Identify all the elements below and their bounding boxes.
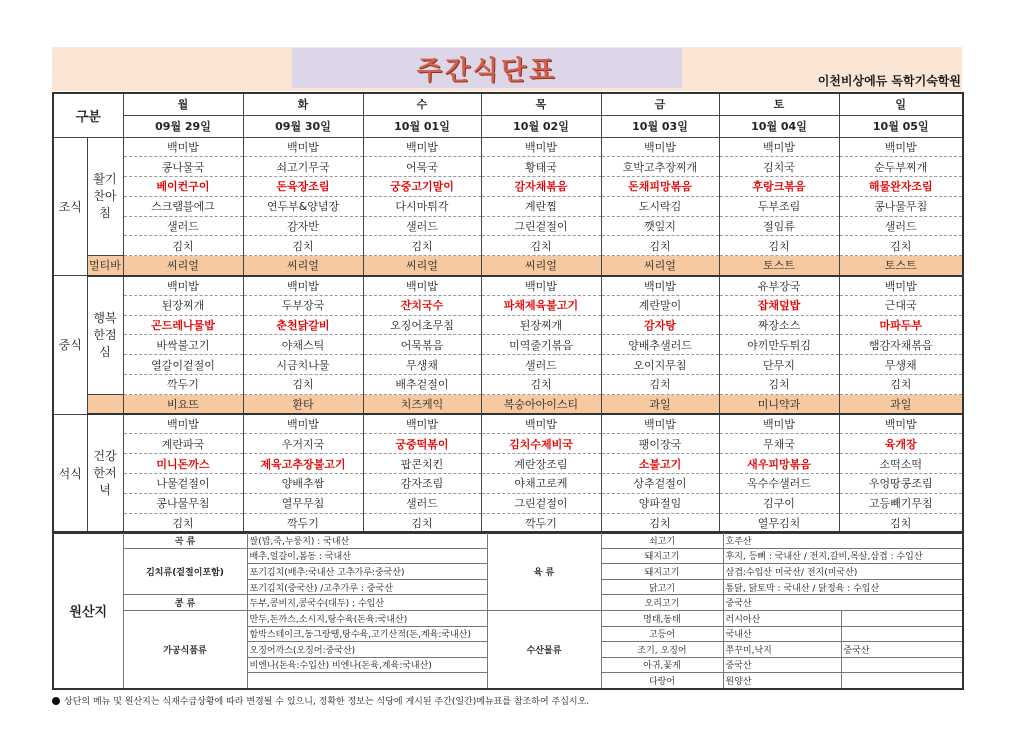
meat-item: 닭고기 [601,579,723,595]
extra-label: 멀티바 [87,256,123,276]
origin-detail: 함박스테이크,동그랑땡,탕수육,고기산적(돈,계육:국내산) [247,626,487,642]
meat-origin: 후지, 등뼈 : 국내산 / 전지,갈비,목살,삼겹 : 수입산 [723,548,963,564]
date-header: 10월 03일 [601,115,719,137]
extra-label [87,394,123,414]
menu-item: 열무무침 [243,493,363,513]
menu-row [53,216,963,236]
menu-row [53,493,963,513]
menu-item: 상추겉절이 [601,474,719,494]
date-header: 10월 04일 [719,115,839,137]
extra-item: 미니약과 [719,394,839,414]
title-box [292,48,682,88]
menu-row [53,355,963,375]
weekly-menu-table [52,92,964,534]
date-header: 09월 29일 [123,115,243,137]
origin-detail: 포기김치(중국산) /고추가루 : 중국산 [247,579,487,595]
seafood-origin: 국내산 [723,626,841,642]
menu-item: 돈육장조림 [243,177,363,197]
date-header: 10월 02일 [481,115,601,137]
menu-item: 궁중고기말이 [363,177,481,197]
menu-item: 백미밥 [839,137,963,157]
menu-item: 열무김치 [719,513,839,533]
seafood-origin-2 [841,657,963,673]
seafood-origin-2 [841,610,963,626]
menu-item: 된장찌개 [481,315,601,335]
origin-detail: 오징어까스(오징어:중국산) [247,642,487,658]
seafood-origin: 중국산 [723,657,841,673]
menu-item: 감자조림 [363,474,481,494]
menu-item: 소떡소떡 [839,454,963,474]
menu-row [53,236,963,256]
menu-item: 감자탕 [601,315,719,335]
extra-item: 복숭아아이스티 [481,394,601,414]
menu-item: 콩나물국 [123,157,243,177]
menu-item: 순두부찌개 [839,157,963,177]
menu-item: 김치 [243,236,363,256]
menu-item: 양파절임 [601,493,719,513]
origin-category: 콩 류 [123,595,247,611]
menu-item: 열갈이겉절이 [123,355,243,375]
menu-item: 우거지국 [243,434,363,454]
day-header: 수 [363,93,481,115]
extra-item: 씨리얼 [363,256,481,276]
menu-item: 백미밥 [601,137,719,157]
meal-sublabel: 건강한저녁 [87,414,123,533]
menu-item: 옥수수샐러드 [719,474,839,494]
menu-item: 어묵볶음 [363,335,481,355]
menu-item: 마파두부 [839,315,963,335]
extra-item: 환타 [243,394,363,414]
menu-item: 잔치국수 [363,295,481,315]
menu-row [53,454,963,474]
menu-item: 무생채 [363,355,481,375]
menu-item: 무채국 [719,434,839,454]
menu-item: 김치 [363,236,481,256]
origin-category: 곡 류 [123,532,247,548]
menu-item: 백미밥 [123,414,243,434]
menu-row [53,414,963,434]
menu-item: 파채제육불고기 [481,295,601,315]
seafood-item: 다랑어 [601,673,723,689]
menu-item: 고등빼기무침 [839,493,963,513]
menu-item: 백미밥 [243,137,363,157]
menu-item: 야채고로케 [481,474,601,494]
menu-item: 된장찌개 [123,295,243,315]
seafood-item: 고등어 [601,626,723,642]
origin-detail: 배추,얼갈이,봄동 : 국내산 [247,548,487,564]
menu-item: 김치 [123,236,243,256]
footnote-text: 상단의 메뉴 및 원산지는 식재수급상황에 따라 변경될 수 있으니, 정확한 정보는 식당에 게시된 주간(일간)메뉴표를 참조하여 주십시오. [64,697,590,707]
menu-item: 시금치나물 [243,355,363,375]
menu-item: 김치 [363,513,481,533]
origin-category: 김치류(겉절이포함) [123,548,247,595]
day-header: 목 [481,93,601,115]
meal-label: 중식 [53,276,87,415]
menu-item: 감자반 [243,216,363,236]
menu-item: 야채스틱 [243,335,363,355]
meat-item: 쇠고기 [601,532,723,548]
extra-item: 치즈케익 [363,394,481,414]
menu-item: 김치 [839,513,963,533]
origin-label: 원산지 [53,532,123,689]
menu-item: 팝콘치킨 [363,454,481,474]
menu-item: 스크램블에그 [123,196,243,216]
day-header: 화 [243,93,363,115]
date-header: 10월 01일 [363,115,481,137]
menu-item: 육개장 [839,434,963,454]
menu-row [53,335,963,355]
menu-item: 김치 [481,236,601,256]
seafood-category: 수산물류 [487,610,601,689]
meat-origin: 통닭, 닭토막 : 국내산 / 닭정육 : 수입산 [723,579,963,595]
extra-item: 토스트 [719,256,839,276]
menu-item: 우엉땅콩조림 [839,474,963,494]
menu-item: 김치 [481,375,601,395]
menu-row [53,434,963,454]
extra-item: 과일 [601,394,719,414]
origin-detail: 비엔나(돈육:수입산) 비엔나(돈육,계육:국내산) [247,657,487,673]
menu-item: 황태국 [481,157,601,177]
menu-item: 백미밥 [363,276,481,296]
menu-item: 절임류 [719,216,839,236]
meal-label: 조식 [53,137,87,276]
menu-item: 백미밥 [601,414,719,434]
seafood-origin-2 [841,673,963,689]
footnote [52,694,589,707]
day-header: 금 [601,93,719,115]
menu-item: 양배추샐러드 [601,335,719,355]
origin-detail: 두부,콩비지,콩국수(대두) : 수입산 [247,595,487,611]
menu-item: 샐러드 [839,216,963,236]
meal-sublabel: 활기찬아침 [87,137,123,256]
menu-item: 샐러드 [363,493,481,513]
menu-row [53,196,963,216]
seafood-origin: 원양산 [723,673,841,689]
menu-item: 백미밥 [243,414,363,434]
menu-item: 김구이 [719,493,839,513]
menu-item: 백미밥 [363,137,481,157]
extra-item: 씨리얼 [601,256,719,276]
menu-row [53,375,963,395]
menu-item: 김치 [719,375,839,395]
menu-item: 백미밥 [601,276,719,296]
menu-item: 백미밥 [481,414,601,434]
menu-item: 김치 [123,513,243,533]
menu-item: 짜장소스 [719,315,839,335]
menu-item: 샐러드 [123,216,243,236]
menu-item: 콩나물무침 [123,493,243,513]
menu-item: 계란장조림 [481,454,601,474]
menu-item: 돈채피망볶음 [601,177,719,197]
menu-item: 무생채 [839,355,963,375]
menu-item: 새우피망볶음 [719,454,839,474]
menu-item: 김치 [601,375,719,395]
organization-name: 이천비상에듀 독학기숙학원 [817,74,961,88]
menu-row [53,137,963,157]
menu-item: 계란파국 [123,434,243,454]
seafood-item: 아귀,꽃게 [601,657,723,673]
extra-item: 씨리얼 [123,256,243,276]
menu-row [53,474,963,494]
menu-item: 오징어초무침 [363,315,481,335]
menu-item: 그린겉절이 [481,216,601,236]
menu-item: 백미밥 [719,137,839,157]
origin-row [53,532,963,548]
menu-item: 감자채볶음 [481,177,601,197]
menu-item: 백미밥 [481,276,601,296]
menu-item: 김치수제비국 [481,434,601,454]
day-header: 일 [839,93,963,115]
menu-item: 해물완자조림 [839,177,963,197]
meal-label: 석식 [53,414,87,533]
menu-item: 김치 [839,236,963,256]
menu-item: 샐러드 [481,355,601,375]
seafood-origin: 쭈꾸미,낙지 [723,642,841,658]
menu-item: 후랑크볶음 [719,177,839,197]
menu-item: 깍두기 [123,375,243,395]
meat-origin: 호주산 [723,532,963,548]
page-title: 주간식단표 [416,55,558,86]
menu-row [53,295,963,315]
menu-item: 소불고기 [601,454,719,474]
menu-item: 햄감자채볶음 [839,335,963,355]
menu-item: 곤드레나물밥 [123,315,243,335]
menu-item: 백미밥 [481,137,601,157]
meat-category: 육 류 [487,532,601,610]
extra-item: 비요뜨 [123,394,243,414]
menu-item: 미역줄기볶음 [481,335,601,355]
menu-item: 김치 [601,513,719,533]
meat-origin: 삼겹:수입산 미국산/ 전지(미국산) [723,564,963,580]
menu-item: 팽이장국 [601,434,719,454]
extra-item: 씨리얼 [243,256,363,276]
menu-item: 김치 [243,375,363,395]
origin-table [52,531,964,690]
menu-item: 단무지 [719,355,839,375]
menu-item: 김치 [839,375,963,395]
meat-origin: 중국산 [723,595,963,611]
menu-item: 나물겉절이 [123,474,243,494]
seafood-origin: 러시아산 [723,610,841,626]
origin-detail: 포기김치(배추:국내산 고추가루:중국산) [247,564,487,580]
extra-item: 씨리얼 [481,256,601,276]
menu-item: 샐러드 [363,216,481,236]
bullet-icon [52,697,60,705]
origin-body [53,532,963,689]
menu-row [53,276,963,296]
menu-item: 김치 [601,236,719,256]
menu-row [53,177,963,197]
origin-detail: 쌀(밥,죽,누룽지) : 국내산 [247,532,487,548]
origin-detail [247,673,487,689]
menu-extra-row [53,394,963,414]
menu-item: 콩나물무침 [839,196,963,216]
menu-item: 백미밥 [719,414,839,434]
menu-item: 백미밥 [839,414,963,434]
menu-item: 백미밥 [243,276,363,296]
menu-item: 두부장국 [243,295,363,315]
menu-item: 야끼만두튀김 [719,335,839,355]
menu-item: 깻잎지 [601,216,719,236]
menu-item: 계란찜 [481,196,601,216]
meat-item: 돼지고기 [601,564,723,580]
menu-item: 어묵국 [363,157,481,177]
menu-item: 양배추쌈 [243,474,363,494]
menu-item: 백미밥 [123,137,243,157]
extra-item: 토스트 [839,256,963,276]
day-header: 월 [123,93,243,115]
meat-item: 돼지고기 [601,548,723,564]
meat-item: 오리고기 [601,595,723,611]
menu-item: 두부조림 [719,196,839,216]
menu-item: 계란말이 [601,295,719,315]
menu-item: 다시마튀각 [363,196,481,216]
menu-item: 백미밥 [123,276,243,296]
menu-row [53,157,963,177]
menu-row [53,315,963,335]
menu-item: 유부장국 [719,276,839,296]
menu-item: 오이지무침 [601,355,719,375]
menu-item: 잡채덮밥 [719,295,839,315]
menu-item: 백미밥 [363,414,481,434]
menu-body [53,137,963,533]
menu-item: 연두부&양념장 [243,196,363,216]
menu-item: 도시락김 [601,196,719,216]
seafood-origin-2: 중국산 [841,642,963,658]
origin-category: 가공식품류 [123,610,247,689]
seafood-item: 명태,동태 [601,610,723,626]
menu-item: 배추겉절이 [363,375,481,395]
menu-row [53,513,963,533]
menu-item: 근대국 [839,295,963,315]
menu-item: 궁중떡볶이 [363,434,481,454]
menu-item: 백미밥 [839,276,963,296]
menu-item: 제육고추장불고기 [243,454,363,474]
meal-sublabel: 행복한점심 [87,276,123,395]
date-header: 10월 05일 [839,115,963,137]
menu-item: 쇠고기무국 [243,157,363,177]
menu-item: 미니돈까스 [123,454,243,474]
menu-item: 호박고추장찌개 [601,157,719,177]
extra-item: 과일 [839,394,963,414]
menu-item: 그린겉절이 [481,493,601,513]
origin-row [53,610,963,626]
menu-extra-row [53,256,963,276]
menu-item: 김치 [719,236,839,256]
menu-item: 춘천닭갈비 [243,315,363,335]
day-header: 토 [719,93,839,115]
menu-item: 베이컨구이 [123,177,243,197]
seafood-origin-2 [841,626,963,642]
menu-item: 바싹불고기 [123,335,243,355]
origin-detail: 만두,돈까스,소시지,탕수육(돈육:국내산) [247,610,487,626]
menu-item: 깍두기 [481,513,601,533]
menu-item: 깍두기 [243,513,363,533]
seafood-item: 조기, 오징어 [601,642,723,658]
menu-item: 김치국 [719,157,839,177]
date-header: 09월 30일 [243,115,363,137]
gubun-header: 구분 [53,93,123,137]
